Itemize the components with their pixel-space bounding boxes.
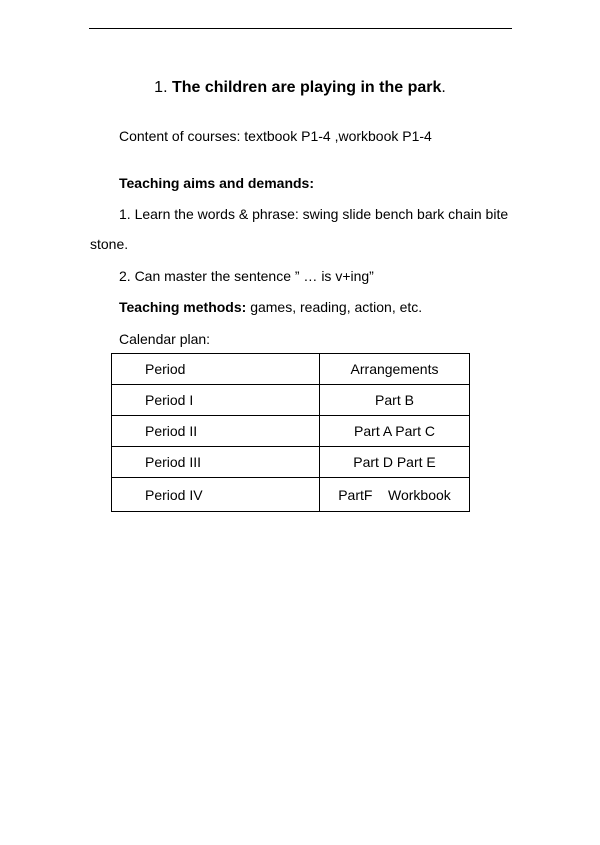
arrangement-cell: Part A Part C	[320, 416, 470, 447]
header-period: Period	[112, 354, 320, 385]
period-cell: Period II	[112, 416, 320, 447]
aim-item-2: 2. Can master the sentence ” … is v+ing”	[119, 268, 374, 284]
calendar-plan-label: Calendar plan:	[119, 331, 211, 347]
table-row	[112, 416, 470, 447]
aims-heading: Teaching aims and demands:	[119, 175, 315, 191]
arrangement-cell: PartF Workbook	[320, 478, 470, 512]
content-of-courses: Content of courses: textbook P1-4 ,workbook P1-4	[119, 128, 432, 144]
methods-text: games, reading, action, etc.	[246, 299, 423, 315]
arrangement-cell: Part B	[320, 385, 470, 416]
table-row	[112, 478, 470, 512]
table-row	[112, 447, 470, 478]
period-cell: Period I	[112, 385, 320, 416]
table-header-row	[112, 354, 470, 385]
title-number: 1.	[154, 79, 168, 96]
title-period: .	[441, 79, 446, 96]
table-row	[112, 385, 470, 416]
header-arrangements: Arrangements	[320, 354, 470, 385]
teaching-methods	[119, 298, 422, 316]
title-text: The children are playing in the park	[171, 79, 442, 96]
methods-label: Teaching methods:	[119, 299, 247, 315]
page-title	[0, 78, 600, 98]
arrangement-cell: Part D Part E	[320, 447, 470, 478]
period-cell: Period IV	[112, 478, 320, 512]
aim-item-1-continued: stone.	[90, 236, 129, 252]
aim-item-1: 1. Learn the words & phrase: swing slide bench bark chain bite	[119, 206, 509, 222]
calendar-plan-table	[111, 353, 470, 512]
header-rule	[89, 28, 512, 29]
period-cell: Period III	[112, 447, 320, 478]
